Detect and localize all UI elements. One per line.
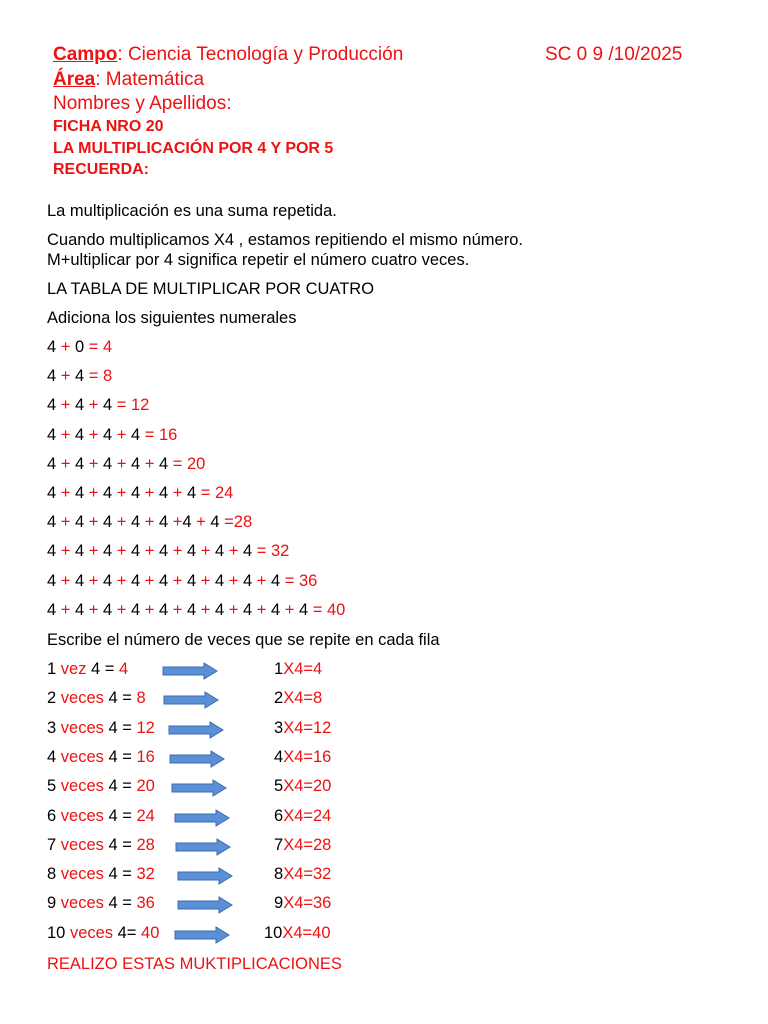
multiplication-expression: X4=16 [283,747,332,766]
plus-sign: + [112,454,131,473]
multiplication-result [274,719,331,738]
factor: 4 = [103,747,137,766]
plus-sign: + [56,484,75,502]
operator: + [196,513,206,532]
factor: 4 = [103,718,137,737]
factor: 4= [113,923,142,942]
multiplier: 5 [274,777,284,796]
plus-sign: + [56,542,75,561]
product-value: 16 [136,747,155,766]
sum-row [47,484,233,503]
multiplication-result [274,865,331,884]
plus-sign: + [112,542,131,561]
product-value: 36 [136,894,155,913]
addend: 4 [75,571,85,590]
multiplier: 3 [274,718,284,737]
plus-sign: + [84,396,103,415]
sum-row [47,455,205,474]
addend: 4 [159,542,169,561]
addend: 4 [103,600,113,619]
veces-row [47,660,128,679]
multiplication-expression: X4=36 [283,894,332,913]
addend: 4 [70,513,89,532]
sum-result: = 32 [252,542,290,561]
operator: =28 [224,513,253,532]
lesson-title: LA MULTIPLICACIÓN POR 4 Y POR 5 [53,140,334,157]
multiplier: 1 [274,660,284,678]
multiplication-expression: X4=4 [283,660,323,678]
addend: 4 [215,542,225,561]
sum-result: = 24 [196,484,234,502]
addend: 4 [243,600,253,619]
veces-row [47,719,155,738]
sum-result: = 40 [308,600,346,619]
factor: 4 = [103,689,137,708]
addend: 4 [47,571,57,590]
plus-sign: + [84,425,103,444]
plus-sign: + [224,542,243,561]
addend: 4 [159,600,169,619]
veces-word: veces [60,718,104,737]
multiplication-expression: X4=24 [283,806,332,825]
product-value: 12 [136,718,155,737]
nombres-label: Nombres y Apellidos: [53,93,232,114]
count-number: 7 [47,835,61,854]
table-title: LA TABLA DE MULTIPLICAR POR CUATRO [47,280,375,298]
multiplier: 2 [274,689,284,708]
plus-sign: + [84,600,103,619]
addend: 4 [187,571,197,590]
area-line [53,69,204,91]
plus-sign: + [112,484,131,502]
area-value: : Matemática [95,69,205,90]
sum-result: = 16 [140,425,178,444]
sum-row [47,367,112,386]
product-value: 4 [119,660,129,678]
addend: 4 [103,542,113,561]
right-arrow-icon [175,838,231,856]
intro-definition: La multiplicación es una suma repetida. [47,202,337,220]
addend: 4 [75,484,85,502]
count-number: 10 [47,923,70,942]
addend: 4 [187,484,197,502]
addend: 4 [182,513,197,532]
count-number: 9 [47,894,61,913]
veces-word: veces [60,835,104,854]
right-arrow-icon [163,691,219,709]
product-value: 20 [136,777,155,796]
addend: 4 [131,425,141,444]
product-value: 32 [136,865,155,884]
multiplication-result [264,924,331,943]
right-arrow-icon [174,926,230,944]
multiplication-expression: X4=20 [283,777,332,796]
addend: 4 [47,454,57,473]
escribe-instruction: Escribe el número de veces que se repite en cada fila [47,631,440,649]
product-value: 24 [136,806,155,825]
plus-sign: + [84,454,103,473]
sum-row [47,513,252,532]
addend: 4 [215,571,225,590]
multiplier: 9 [274,894,284,913]
area-label: Área [53,69,96,90]
addend: 4 [205,513,225,532]
addend: 4 [215,600,225,619]
addend: 4 [47,425,57,444]
plus-sign: + [56,600,75,619]
addend: 4 [75,600,85,619]
plus-sign: + [168,600,187,619]
addend: 4 [187,600,197,619]
plus-sign: + [140,454,159,473]
plus-sign: + [224,600,243,619]
addend: 4 [103,396,113,415]
plus-sign: + [56,396,75,415]
plus-sign: + [140,484,159,502]
plus-sign: + [56,338,75,356]
right-arrow-icon [169,750,225,768]
veces-word: veces [60,689,104,708]
right-arrow-icon [177,867,233,885]
multiplication-expression: X4=32 [283,865,332,884]
veces-row [47,748,155,767]
plus-sign: + [56,367,75,386]
campo-value: : Ciencia Tecnología y Producción [117,44,404,65]
addend: 4 [75,396,85,415]
product-value: 40 [141,923,160,942]
addend: 4 [131,454,141,473]
multiplication-result [274,748,331,767]
multiplication-result [274,660,322,679]
count-number: 3 [47,718,61,737]
addend: 4 [271,600,281,619]
veces-word: veces [60,747,104,766]
addend: 4 [159,454,169,473]
factor: 4 = [103,806,137,825]
sum-result: = 36 [280,571,318,590]
count-number: 1 [47,660,61,678]
operator: + [88,513,99,532]
addend: 4 [126,513,145,532]
sum-result: = 20 [168,454,206,473]
addend: 4 [75,425,85,444]
multiplication-result [274,689,322,708]
sum-row [47,396,149,415]
sum-result: = 12 [112,396,150,415]
veces-word: veces [69,923,114,942]
plus-sign: + [168,571,187,590]
addend: 4 [131,542,141,561]
sum-row [47,426,177,445]
plus-sign: + [168,542,187,561]
addend: 4 [47,484,57,502]
plus-sign: + [84,542,103,561]
addend: 4 [131,571,141,590]
factor: 4 = [86,660,120,678]
addend: 4 [75,454,85,473]
veces-word: veces [60,865,104,884]
veces-row [47,689,146,708]
multiplier: 10 [264,923,283,942]
addend: 4 [47,367,57,386]
operator: + [60,513,71,532]
multiplication-result [274,777,331,796]
count-number: 6 [47,806,61,825]
veces-word: veces [60,894,104,913]
addend: 4 [187,542,197,561]
operator: + [172,513,183,532]
veces-row [47,777,155,796]
addend: 4 [154,513,173,532]
factor: 4 = [103,865,137,884]
plus-sign: + [112,571,131,590]
addend: 4 [47,396,57,415]
addend: 4 [131,484,141,502]
addend: 4 [75,367,85,386]
intro-explanation: Cuando multiplicamos X4 , estamos repitiendo el mismo número. [47,231,523,249]
count-number: 2 [47,689,61,708]
multiplier: 4 [274,747,284,766]
veces-row [47,836,155,855]
addend: 4 [75,542,85,561]
operator: + [144,513,155,532]
plus-sign: + [140,571,159,590]
product-value: 8 [136,689,146,708]
plus-sign: + [84,571,103,590]
multiplication-result [274,807,331,826]
multiplication-expression: X4=40 [282,923,331,942]
addend: 4 [271,571,281,590]
count-number: 4 [47,747,61,766]
plus-sign: + [252,571,271,590]
multiplier: 8 [274,865,284,884]
plus-sign: + [280,600,299,619]
veces-row [47,924,159,943]
plus-sign: + [196,542,215,561]
factor: 4 = [103,777,137,796]
veces-word: veces [60,806,104,825]
factor: 4 = [103,835,137,854]
addend: 4 [159,484,169,502]
addend: 4 [47,338,57,356]
plus-sign: + [252,600,271,619]
addend: 4 [299,600,309,619]
sum-result: = 8 [84,367,113,386]
addend: 4 [243,571,253,590]
campo-line [53,44,403,66]
plus-sign: + [84,484,103,502]
multiplier: 6 [274,806,284,825]
multiplication-expression: X4=8 [283,689,323,708]
count-number: 5 [47,777,61,796]
intro-explanation-2: M+ultiplicar por 4 significa repetir el número cuatro veces. [47,251,470,269]
multiplication-result [274,836,331,855]
product-value: 28 [136,835,155,854]
addend: 4 [159,571,169,590]
campo-label: Campo [53,44,118,65]
sum-row [47,338,112,357]
operator: + [116,513,127,532]
addend: 4 [243,542,253,561]
count-number: 8 [47,865,61,884]
addend: 0 [75,338,85,356]
plus-sign: + [196,571,215,590]
recuerda-label: RECUERDA: [53,161,149,178]
addend: 4 [103,484,113,502]
right-arrow-icon [177,896,233,914]
multiplication-expression: X4=28 [283,835,332,854]
plus-sign: + [196,600,215,619]
plus-sign: + [224,571,243,590]
addend: 4 [47,600,57,619]
right-arrow-icon [168,721,224,739]
addend: 4 [131,600,141,619]
multiplier: 7 [274,835,284,854]
right-arrow-icon [162,662,218,680]
addend: 4 [103,454,113,473]
plus-sign: + [168,484,187,502]
veces-word: vez [60,660,87,678]
right-arrow-icon [174,809,230,827]
plus-sign: + [56,571,75,590]
plus-sign: + [140,542,159,561]
plus-sign: + [112,425,131,444]
veces-row [47,865,155,884]
veces-row [47,894,155,913]
addend: 4 [103,425,113,444]
ficha-title: FICHA NRO 20 [53,118,164,135]
multiplication-result [274,894,331,913]
plus-sign: + [140,600,159,619]
plus-sign: + [56,454,75,473]
addend: 4 [103,571,113,590]
factor: 4 = [103,894,137,913]
sum-result: = 4 [84,338,113,356]
date: SC 0 9 /10/2025 [545,44,683,65]
addend: 4 [47,513,61,532]
sum-row [47,601,345,620]
footer-heading: REALIZO ESTAS MUKTIPLICACIONES [47,955,342,973]
addend: 4 [47,542,57,561]
plus-sign: + [56,425,75,444]
veces-row [47,807,155,826]
addend: 4 [98,513,117,532]
multiplication-expression: X4=12 [283,718,332,737]
right-arrow-icon [171,779,227,797]
sum-row [47,572,317,591]
adiciona-instruction: Adiciona los siguientes numerales [47,309,297,327]
plus-sign: + [112,600,131,619]
sum-row [47,542,289,561]
veces-word: veces [60,777,104,796]
